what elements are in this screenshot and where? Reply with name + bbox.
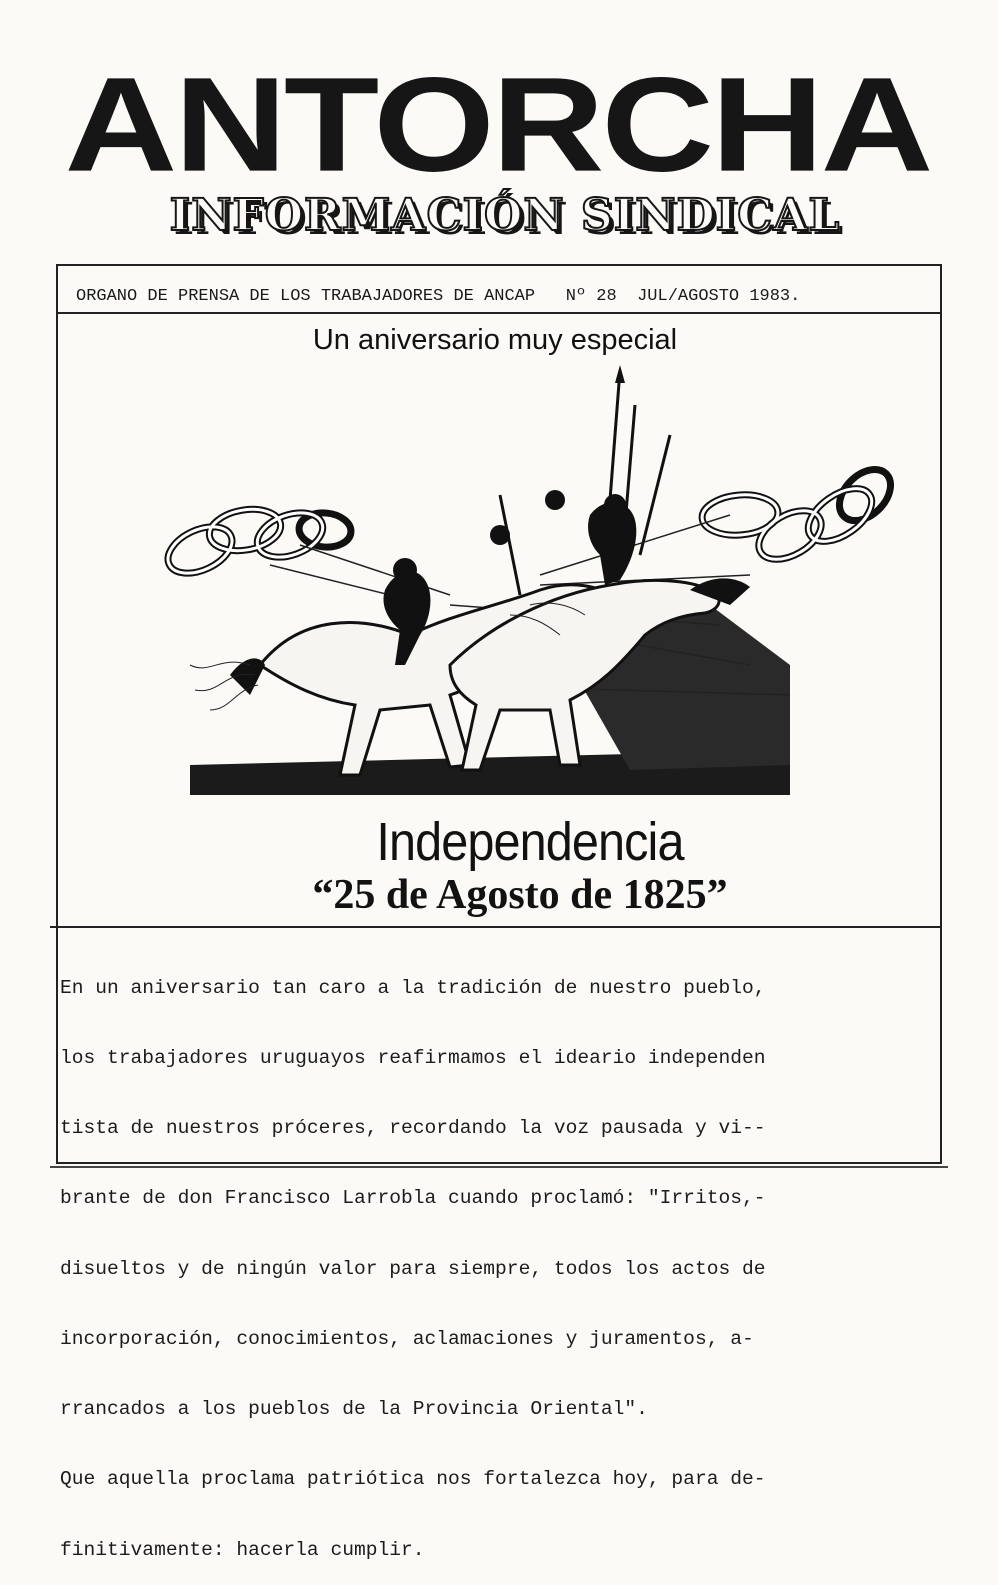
feature-title: Independencia (376, 812, 684, 872)
feature-headline: Un aniversario muy especial (312, 324, 678, 356)
body-line: tista de nuestros próceres, recordando la voz pausada y vi-- (60, 1117, 766, 1140)
masthead-subtitle: INFORMACIÓN SINDICAL (169, 190, 841, 241)
masthead-title: ANTORCHA (64, 50, 931, 200)
body-text (60, 930, 940, 1585)
issue-date: JUL/AGOSTO 1983. (637, 287, 801, 306)
body-line: En un aniversario tan caro a la tradición de nuestro pueblo, (60, 976, 766, 999)
body-line: disueltos y de ningún valor para siempre, todos los actos de (60, 1257, 766, 1280)
body-line: Que aquella proclama patriótica nos fortalezca hoy, para de- (60, 1468, 766, 1491)
issue-organ: ORGANO DE PRENSA DE LOS TRABAJADORES DE ANCAP (76, 287, 536, 306)
feature-date: “25 de Agosto de 1825” (312, 872, 728, 918)
body-line: finitivamente: hacerla cumplir. (60, 1538, 425, 1561)
issue-number: Nº 28 (565, 287, 617, 306)
issue-line (56, 284, 942, 314)
body-line: brante de don Francisco Larrobla cuando proclamó: "Irritos,- (60, 1187, 766, 1210)
horsemen-with-broken-chains-illustration (150, 365, 900, 825)
body-line: rrancados a los pueblos de la Provincia Oriental". (60, 1398, 648, 1421)
body-line: incorporación, conocimientos, aclamaciones y juramentos, a- (60, 1327, 754, 1350)
body-line: los trabajadores uruguayos reafirmamos el ideario independen (60, 1047, 766, 1070)
